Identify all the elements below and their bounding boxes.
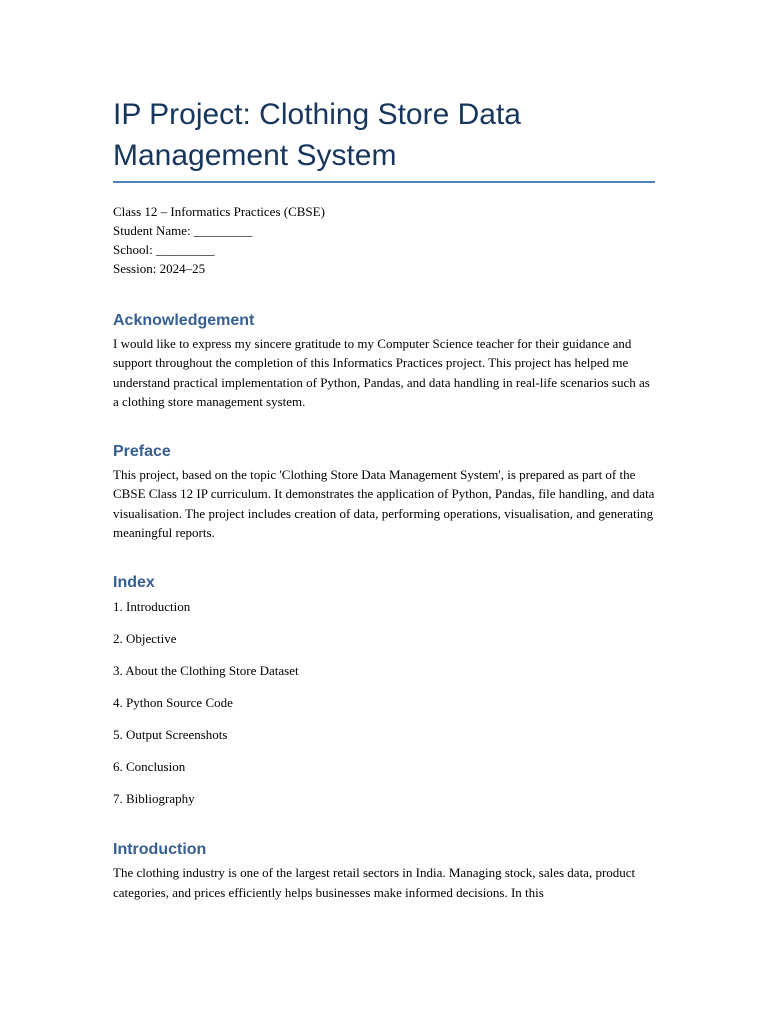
title-divider xyxy=(113,181,655,183)
index-item: 6. Conclusion xyxy=(113,759,186,775)
meta-school-line: School: _________ xyxy=(113,242,215,257)
index-item: 3. About the Clothing Store Dataset xyxy=(113,663,299,679)
meta-class-line: Class 12 – Informatics Practices (CBSE) xyxy=(113,204,325,219)
preface-section xyxy=(113,442,655,542)
document-meta xyxy=(113,202,655,278)
preface-text: This project, based on the topic 'Clothing Store Data Management System', is prepared as part of the CBSE Class 12 IP curriculum. It demonstrates the application of Python, Pandas, file handling, and data visualisation. The project includes creation of data, performing operations, visualisation, and generating meaningful reports. xyxy=(113,467,655,541)
index-heading: Index xyxy=(113,574,155,592)
meta-student-name-line: Student Name: _________ xyxy=(113,223,253,238)
introduction-text: The clothing industry is one of the largest retail sectors in India. Managing stock, sales data, product categories, and prices efficiently helps businesses make informed decisions. In this xyxy=(113,865,636,900)
index-item: 7. Bibliography xyxy=(113,791,195,807)
acknowledgement-section xyxy=(113,311,655,411)
introduction-heading: Introduction xyxy=(113,841,207,859)
introduction-section xyxy=(113,840,655,902)
index-item: 2. Objective xyxy=(113,631,177,647)
meta-session-line: Session: 2024–25 xyxy=(113,261,206,276)
index-item: 5. Output Screenshots xyxy=(113,727,228,743)
index-list xyxy=(113,597,655,808)
document-title: IP Project: Clothing Store Data Management System xyxy=(113,98,521,172)
preface-heading: Preface xyxy=(113,443,171,461)
index-item: 1. Introduction xyxy=(113,599,191,615)
index-item: 4. Python Source Code xyxy=(113,695,233,711)
index-section xyxy=(113,573,655,808)
document-page xyxy=(113,90,655,902)
acknowledgement-heading: Acknowledgement xyxy=(113,312,255,329)
acknowledgement-text: I would like to express my sincere gratitude to my Computer Science teacher for their guidance and support throughout the completion of this Informatics Practices project. This project has helped me understand practical implementation of Python, Pandas, and data handling in real-life scenarios such as a clothing store management system. xyxy=(113,336,650,409)
